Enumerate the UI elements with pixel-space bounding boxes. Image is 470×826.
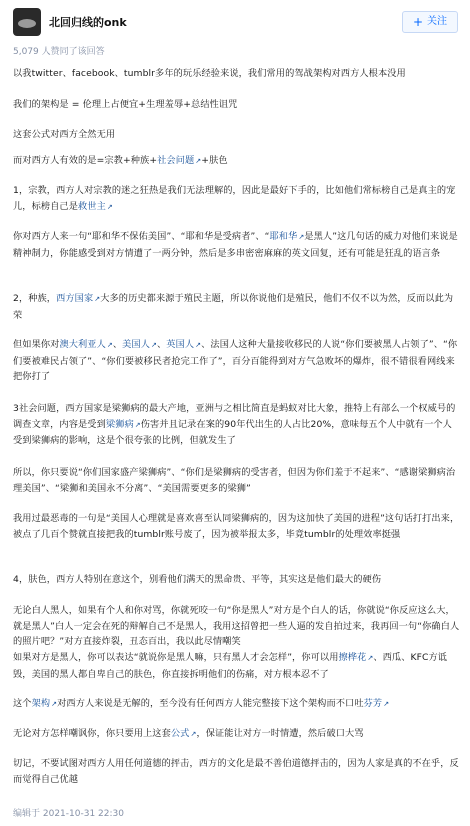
paragraph-text: 大多的历史都来源于殖民主题，所以你说他们是殖民，他们不仅不以为然，反而以此为荣 bbox=[13, 293, 454, 321]
search-icon: ↗ bbox=[190, 730, 197, 738]
paragraph bbox=[13, 756, 460, 787]
search-icon: ↗ bbox=[367, 654, 374, 662]
paragraph-text: 2，种族， bbox=[13, 293, 57, 304]
paragraph-text: 对西方人来说是无解的，至今没有任何西方人能完整接下这个架构而不口吐 bbox=[57, 698, 364, 709]
paragraph bbox=[13, 603, 460, 650]
search-icon: ↗ bbox=[51, 700, 58, 708]
search-icon: ↗ bbox=[134, 420, 141, 429]
paragraph-text: 以我twitter、facebook、tumblr多年的玩乐经验来说，我们常用的驾战架构对西方人根本没用 bbox=[13, 68, 406, 79]
paragraph-text: 伤害并且记录在案的90年代出生的人占比20%，意味每五个人中就有一个人受到梁狮病的影响，这是个很夸张的比例，但就发生了 bbox=[13, 418, 452, 446]
paragraph-text: 但如果你对 bbox=[13, 339, 60, 350]
paragraph-text: 而对西方人有效的是=宗教+种族+ bbox=[13, 155, 158, 166]
paragraph-text: 如果对方是黑人，你可以表达“就说你是黑人嘛，只有黑人才会怎样”，你可以用 bbox=[13, 652, 339, 663]
paragraph-text: 这套公式对西方全然无用 bbox=[13, 129, 116, 140]
paragraph bbox=[13, 66, 460, 82]
search-icon: ↗ bbox=[151, 341, 157, 349]
topic-link[interactable]: 西方国家 bbox=[56, 293, 94, 304]
topic-link[interactable]: 梁狮病 bbox=[105, 418, 134, 430]
paragraph-text: 是黑人”这几句话的威力对他们来说是精神制力，你能感受到对方情遭了一两分钟，然后是多串密密麻麻的英文回复，还有可能是狂乱的语言条 bbox=[13, 231, 458, 259]
follow-button[interactable] bbox=[402, 11, 458, 33]
vote-count: 5,079 人赞同了该回答 bbox=[13, 47, 105, 57]
paragraph-text: 、 bbox=[156, 339, 167, 350]
search-icon: ↗ bbox=[383, 700, 390, 708]
paragraph-text: 这个 bbox=[13, 698, 32, 709]
topic-link[interactable]: 耶和华 bbox=[269, 231, 298, 242]
paragraph-text: +肤色 bbox=[201, 155, 228, 166]
paragraph bbox=[13, 650, 460, 682]
answer-header bbox=[0, 0, 470, 44]
topic-link[interactable]: 美国人 bbox=[122, 339, 151, 350]
avatar[interactable] bbox=[13, 8, 41, 36]
topic-link[interactable]: 芬芳 bbox=[363, 698, 383, 709]
paragraph-text: 你对西方人来一句“耶和华不保佑美国”、“耶和华是受病者”、“ bbox=[13, 231, 270, 242]
paragraph-text: ，保证能让对方一时情遭，然后破口大骂 bbox=[196, 728, 364, 739]
search-icon: ↗ bbox=[106, 341, 113, 349]
topic-link[interactable]: 架构 bbox=[31, 698, 51, 709]
paragraph-text: 、法国人这种大量接收移民的人说“你们要被黑人占领了”、“你们要被难民占领了”、“你们要被移民者抢完工作了”，百分百能得到对方气急败坏的爆炸，很不错很看网线来把你打了 bbox=[13, 339, 458, 382]
plus-icon: + bbox=[412, 15, 423, 29]
paragraph bbox=[13, 127, 460, 143]
paragraph-text: 切记，不要试图对西方人用任何道德的抨击，西方的文化是最不善伯道德抨击的，因为人家是真的不在乎，反而觉得自己优越 bbox=[13, 758, 459, 785]
paragraph-text: 所以，你只要说“你们国家盛产梁狮病”、“你们是梁狮病的受害者，但因为你们羞于不起来”、“感谢梁狮病治理美国”、“梁狮和美国永不分离”、“美国需要更多的梁狮” bbox=[13, 467, 456, 494]
paragraph-text: 4，肤色，西方人特别在意这个，别看他们满天的黑命贵、平等，其实这是他们最大的硬伤 bbox=[13, 574, 382, 585]
topic-link[interactable]: 社会问题 bbox=[157, 155, 195, 166]
paragraph-text: 无论白人黑人，如果有个人和你对骂，你就死咬一句“你是黑人”对方是个白人的话，你就说“你反应这么大，就是黑人”白人一定会在死的辩解自己不是黑人，我用这招曾把一些人逼的发自拍过来，我再回一句“你确白人的照片吧？”对方直接炸裂，丑态百出，我以此尽情嘲笑 bbox=[13, 605, 460, 647]
paragraph bbox=[13, 572, 460, 588]
paragraph bbox=[13, 696, 460, 713]
search-icon: ↗ bbox=[94, 295, 101, 303]
paragraph bbox=[13, 726, 460, 743]
search-icon: ↗ bbox=[195, 157, 202, 165]
search-icon: ↗ bbox=[298, 233, 305, 241]
paragraph bbox=[13, 337, 460, 385]
paragraph bbox=[13, 97, 460, 113]
paragraph-text: 我们的架构是 = 伦理上占便宜+生理羞辱+总结性诅咒 bbox=[13, 99, 238, 110]
edit-time: 编辑于 2021-10-31 22:30 bbox=[13, 809, 124, 819]
search-icon: ↗ bbox=[195, 341, 202, 349]
paragraph bbox=[13, 465, 460, 496]
paragraph-text: 、 bbox=[112, 339, 123, 350]
search-icon: ↗ bbox=[106, 202, 113, 211]
topic-link[interactable]: 澳大利亚人 bbox=[59, 339, 106, 350]
paragraph bbox=[13, 229, 460, 261]
topic-link[interactable]: 公式 bbox=[170, 728, 190, 739]
paragraph-text: 1，宗教，西方人对宗教的迷之狂热是我们无法理解的，因此是最好下手的，比如他们常标榜自己是真主的宠儿，标榜自己是 bbox=[13, 185, 456, 212]
paragraph bbox=[13, 153, 460, 170]
paragraph bbox=[13, 401, 460, 449]
paragraph bbox=[13, 291, 460, 323]
author-name[interactable]: 北回归线的onk bbox=[49, 16, 127, 29]
paragraph-text: 无论对方怎样嘲讽你，你只要用上这套 bbox=[13, 728, 171, 739]
topic-link[interactable]: 救世主 bbox=[78, 200, 106, 212]
paragraph-text: 3社会问题，西方国家是梁狮病的最大产地，亚洲与之相比简直是蚂蚁对比大象，推特上有部么一个权威号的调查文章，内容是受到 bbox=[13, 403, 456, 430]
paragraph-text: 我用过最恶毒的一句是“美国人心理就是喜欢喜至认同梁狮病的，因为这加快了美国的进程”这句话打打出来，被点了几百个赞就直接把我的tumblr账号废了，因为被举报太多，毕竟tumblr的处理效率挺强 bbox=[13, 513, 460, 540]
paragraph-text: 、西瓜、KFC方诋毁，美国的黑人都自卑自己的肤色，你直接拆明他们的伤痛，对方根本忍不了 bbox=[13, 652, 448, 680]
paragraph bbox=[13, 183, 460, 215]
topic-link[interactable]: 英国人 bbox=[166, 339, 195, 350]
follow-label: 关注 bbox=[427, 16, 447, 27]
topic-link[interactable]: 擦桦花 bbox=[338, 652, 367, 663]
paragraph bbox=[13, 511, 460, 542]
